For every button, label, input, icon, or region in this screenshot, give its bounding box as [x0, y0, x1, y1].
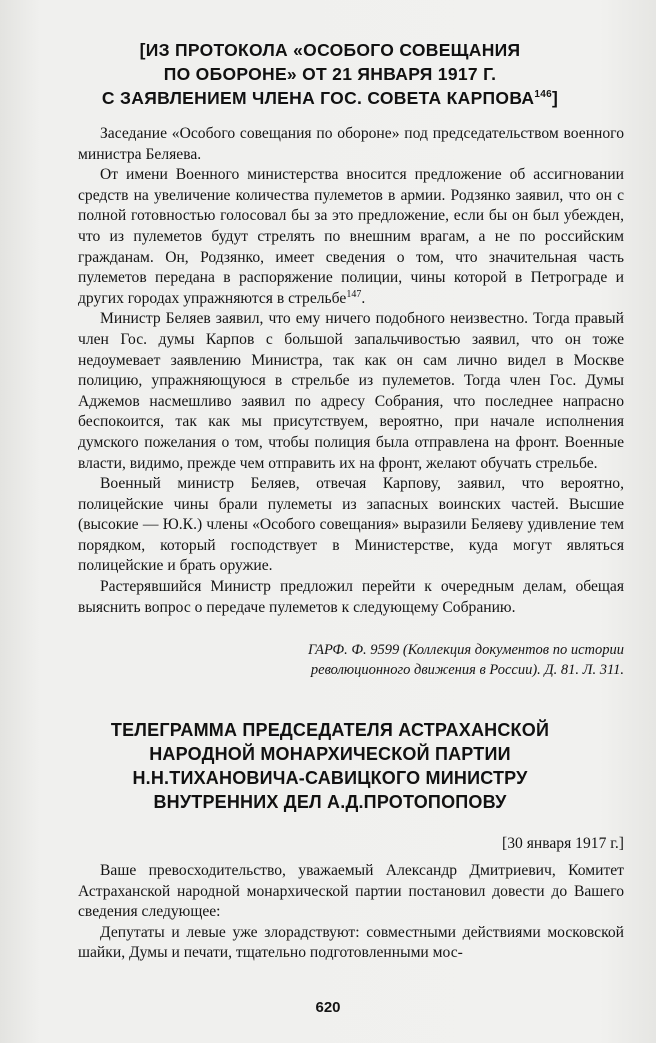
paragraph: Заседание «Особого совещания по обороне» под председательством военного министра Беляева. [78, 125, 624, 163]
paragraph: Ваше превосходительство, уважаемый Александр Дмитриевич, Комитет Астраханской народной монархической партии постановил довести до Вашего сведения следующее: [78, 862, 624, 921]
title-line: Н.Н.ТИХАНОВИЧА-САВИЦКОГО МИНИСТРУ [132, 768, 528, 788]
telegram-date: [30 января 1917 г.] [502, 835, 624, 852]
source-line: революционного движения в России). Д. 81. Л. 311. [310, 662, 624, 678]
paragraph [78, 165, 624, 309]
archive-source [150, 640, 624, 680]
paragraph: Министр Беляев заявил, что ему ничего подобного неизвестно. Тогда правый член Гос. думы Карпов с большой запальчивостью заявил, что он тоже недоумевает заявлению Министра, так как он сам лично видел в Москве полицию, упражняющуюся в стрельбе из пулеметов. Тогда член Гос. Думы Аджемов насмешливо заявил по адресу Собрания, что последнее напрасно беспокоится, так как мы присутствуем, вероятно, при начале исполнения думского пожелания о том, чтобы полиция была отправлена на фронт. Военные власти, видимо, прежде чем отправить их на фронт, желают обучать стрельбе. [78, 310, 624, 472]
title-line [60, 86, 600, 110]
footnote-ref: 146 [534, 89, 552, 101]
paragraph: Растерявшийся Министр предложил перейти к очередным делам, обещая выяснить вопрос о передаче пулеметов к следующему Собранию. [78, 578, 624, 616]
title-line: ТЕЛЕГРАММА ПРЕДСЕДАТЕЛЯ АСТРАХАНСКОЙ [110, 720, 550, 740]
title-line: ВНУТРЕННИХ ДЕЛ А.Д.ПРОТОПОПОВУ [153, 792, 507, 812]
telegram-body [78, 861, 624, 964]
paragraph: Депутаты и левые уже злорадствуют: совместными действиями московской шайки, Думы и печати, тщательно подготовленными мос- [78, 923, 624, 962]
protocol-body [78, 124, 624, 618]
title-line: [ИЗ ПРОТОКОЛА «ОСОБОГО СОВЕЩАНИЯ [139, 40, 521, 60]
title-line: ПО ОБОРОНЕ» ОТ 21 ЯНВАРЯ 1917 Г. [163, 64, 497, 84]
title-line-text: С ЗАЯВЛЕНИЕМ ЧЛЕНА ГОС. СОВЕТА КАРПОВА [101, 88, 535, 108]
title-bracket: ] [551, 88, 559, 108]
paragraph-end: . [361, 289, 366, 307]
page-number: 620 [315, 999, 341, 1016]
section-title-telegram [60, 718, 600, 814]
section-title-protocol [60, 38, 600, 110]
paragraph-text: От имени Военного министерства вносится предложение об ассигновании средств на увеличение количества пулеметов в армии. Родзянко заявил, что он с полной готовностью голосовал бы за это предложение, если бы он был убежден, что из пулеметов будут стрелять по внешним врагам, а не по российским гражданам. Он, Родзянко, имеет сведения о том, что значительная часть пулеметов передана в распоряжение полиции, чины которой в Петрограде и других городах упражняются в стрельбе [78, 166, 624, 307]
title-line: НАРОДНОЙ МОНАРХИЧЕСКОЙ ПАРТИИ [149, 744, 511, 764]
paragraph: Военный министр Беляев, отвечая Карпову, заявил, что вероятно, полицейские чины брали пулеметы из запасных воинских частей. Высшие (высокие — Ю.К.) члены «Особого совещания» выразили Беляеву удивление тем порядком, который господствует в Министерстве, куда могут являться полицейские и брать оружие. [78, 475, 624, 575]
source-line: ГАРФ. Ф. 9599 (Коллекция документов по истории [307, 642, 624, 658]
footnote-ref: 147 [346, 288, 362, 300]
